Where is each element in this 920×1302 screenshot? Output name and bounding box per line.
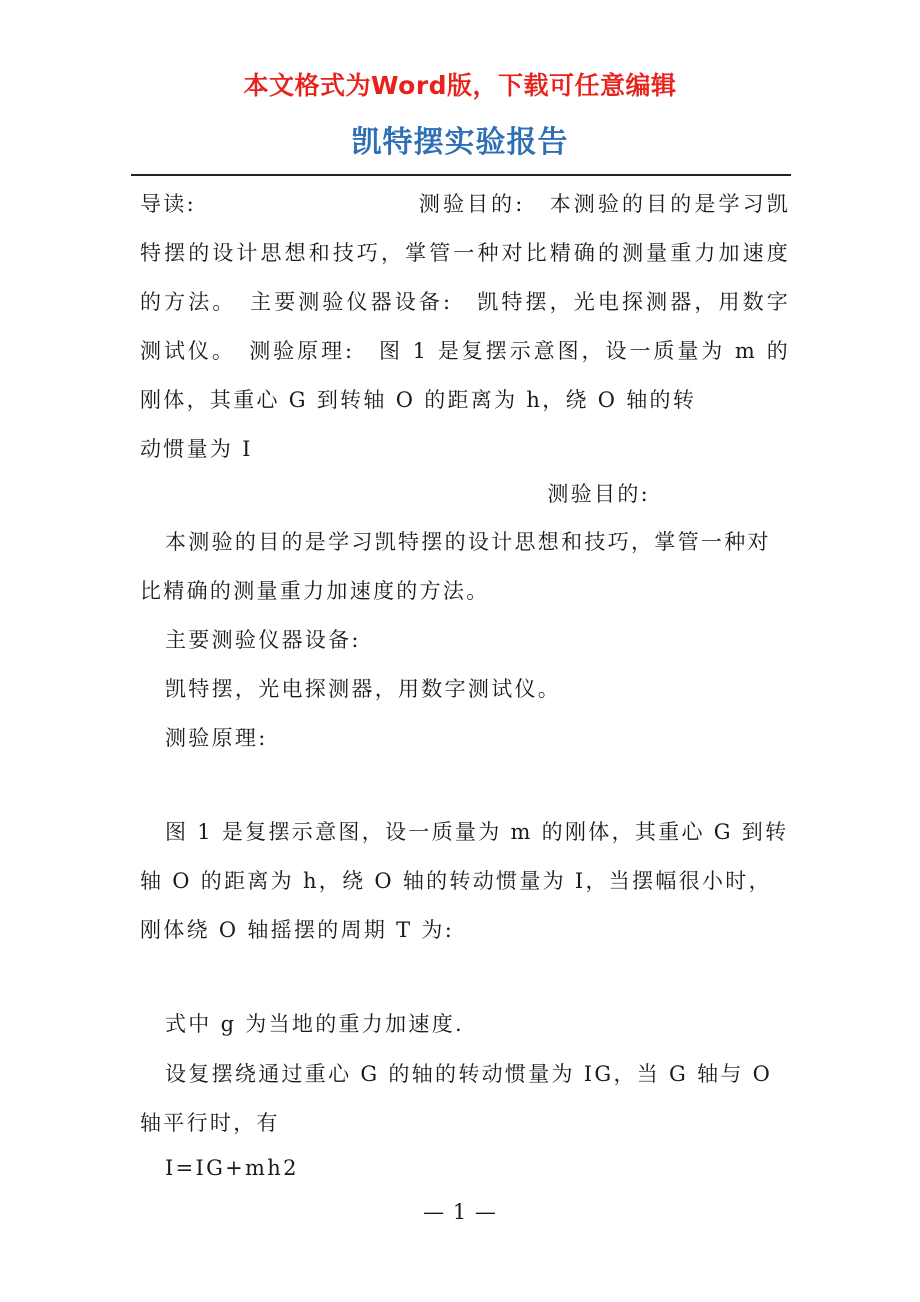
principle-paragraph: 图 1 是复摆示意图，设一质量为 m 的刚体，其重心 G 到转轴 O 的距离为 h，绕 O 轴的转动惯量为 I，当摆幅很小时，刚体绕 O 轴摇摆的周期 T 为: xyxy=(140,820,789,942)
purpose-paragraph: 本测验的目的是学习凯特摆的设计思想和技巧，掌管一种对比精确的测量重力加速度的方法。 xyxy=(140,530,771,603)
principle-heading: 测验原理: xyxy=(165,726,268,750)
title-divider xyxy=(131,174,791,176)
download-banner: 本文格式为Word版，下载可任意编辑 xyxy=(243,71,677,100)
summary-paragraph xyxy=(140,180,790,425)
summary-label: 导读: xyxy=(140,192,196,216)
gravity-paragraph: 式中 g 为当地的重力加速度. xyxy=(165,1012,464,1036)
summary-text: 测验目的: 本测验的目的是学习凯特摆的设计思想和技巧，掌管一种对比精确的测量重力加速度的方法。 主要测验仪器设备: 凯特摆，光电探测器，用数字测试仪。 测验原理: 图 1 是复摆示意图，设一质量为 m 的刚体，其重心 G 到转轴 O 的距离为 h，绕 O 轴的转 xyxy=(140,192,790,412)
equipment-paragraph: 凯特摆，光电探测器，用数字测试仪。 xyxy=(165,677,562,701)
parallel-axis-paragraph: 设复摆绕通过重心 G 的轴的转动惯量为 IG，当 G 轴与 O 轴平行时，有 xyxy=(140,1062,773,1135)
equipment-heading: 主要测验仪器设备: xyxy=(165,628,361,652)
summary-paragraph-end: 动惯量为 I xyxy=(140,437,253,461)
formula-line: I=IG+mh2 xyxy=(165,1156,299,1180)
page-number: — 1 — xyxy=(423,1200,497,1224)
document-title: 凯特摆实验报告 xyxy=(351,125,569,160)
purpose-heading: 测验目的: xyxy=(547,482,650,506)
